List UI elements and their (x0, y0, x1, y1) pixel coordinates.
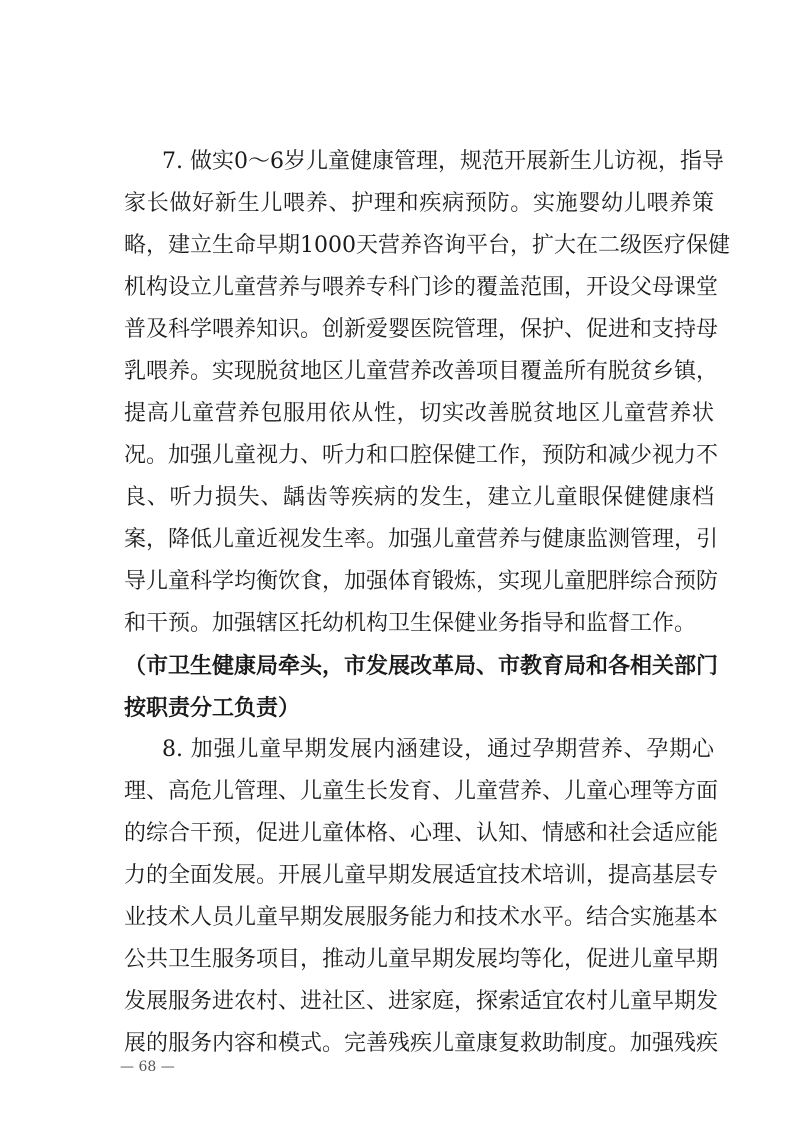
paragraph-8-line-2: 理、高危儿管理、儿童生长发育、儿童营养、儿童心理等方面 (124, 779, 719, 804)
paragraph-7-line-6: 乳喂养。实现脱贫地区儿童营养改善项目覆盖所有脱贫乡镇， (124, 359, 719, 384)
paragraph-7-line-9: 良、听力损失、龋齿等疾病的发生，建立儿童眼保健健康档 (124, 485, 714, 510)
paragraph-7-line-11: 导儿童科学均衡饮食，加强体育锻炼，实现儿童肥胖综合预防 (124, 569, 719, 594)
responsibility-note-line-2: 按职责分工负责） (124, 695, 301, 721)
paragraph-8-line-4: 力的全面发展。开展儿童早期发展适宜技术培训，提高基层专 (124, 863, 719, 888)
paragraph-7-line-4: 机构设立儿童营养与喂养专科门诊的覆盖范围，开设父母课堂 (124, 275, 719, 300)
paragraph-7-line-10: 案，降低儿童近视发生率。加强儿童营养与健康监测管理，引 (124, 527, 719, 552)
page-number: — 68 — (120, 1059, 175, 1075)
paragraph-8-line-5: 业技术人员儿童早期发展服务能力和技术水平。结合实施基本 (124, 905, 719, 930)
responsibility-note-line-1: （市卫生健康局牵头，市发展改革局、市教育局和各相关部门 (124, 653, 719, 679)
paragraph-8-line-3: 的综合干预，促进儿童体格、心理、认知、情感和社会适应能 (124, 821, 719, 846)
paragraph-7-line-2: 家长做好新生儿喂养、护理和疾病预防。实施婴幼儿喂养策 (124, 191, 714, 216)
paragraph-7-line-8: 况。加强儿童视力、听力和口腔保健工作，预防和减少视力不 (124, 443, 719, 468)
paragraph-7-line-3: 略，建立生命早期1000天营养咨询平台，扩大在二级医疗保健 (124, 233, 730, 258)
paragraph-7-line-5: 普及科学喂养知识。创新爱婴医院管理，保护、促进和支持母 (124, 317, 719, 342)
paragraph-7-line-1: 7. 做实0～6岁儿童健康管理，规范开展新生儿访视，指导 (162, 149, 724, 174)
paragraph-7-line-12: 和干预。加强辖区托幼机构卫生保健业务指导和监督工作。 (124, 611, 697, 636)
paragraph-7-line-7: 提高儿童营养包服用依从性，切实改善脱贫地区儿童营养状 (124, 401, 714, 426)
paragraph-8-line-7: 发展服务进农村、进社区、进家庭，探索适宜农村儿童早期发 (124, 989, 719, 1014)
paragraph-8-line-1: 8. 加强儿童早期发展内涵建设，通过孕期营养、孕期心 (162, 737, 714, 762)
paragraph-8-line-8: 展的服务内容和模式。完善残疾儿童康复救助制度。加强残疾 (124, 1031, 719, 1056)
paragraph-8-line-6: 公共卫生服务项目，推动儿童早期发展均等化，促进儿童早期 (124, 947, 719, 972)
